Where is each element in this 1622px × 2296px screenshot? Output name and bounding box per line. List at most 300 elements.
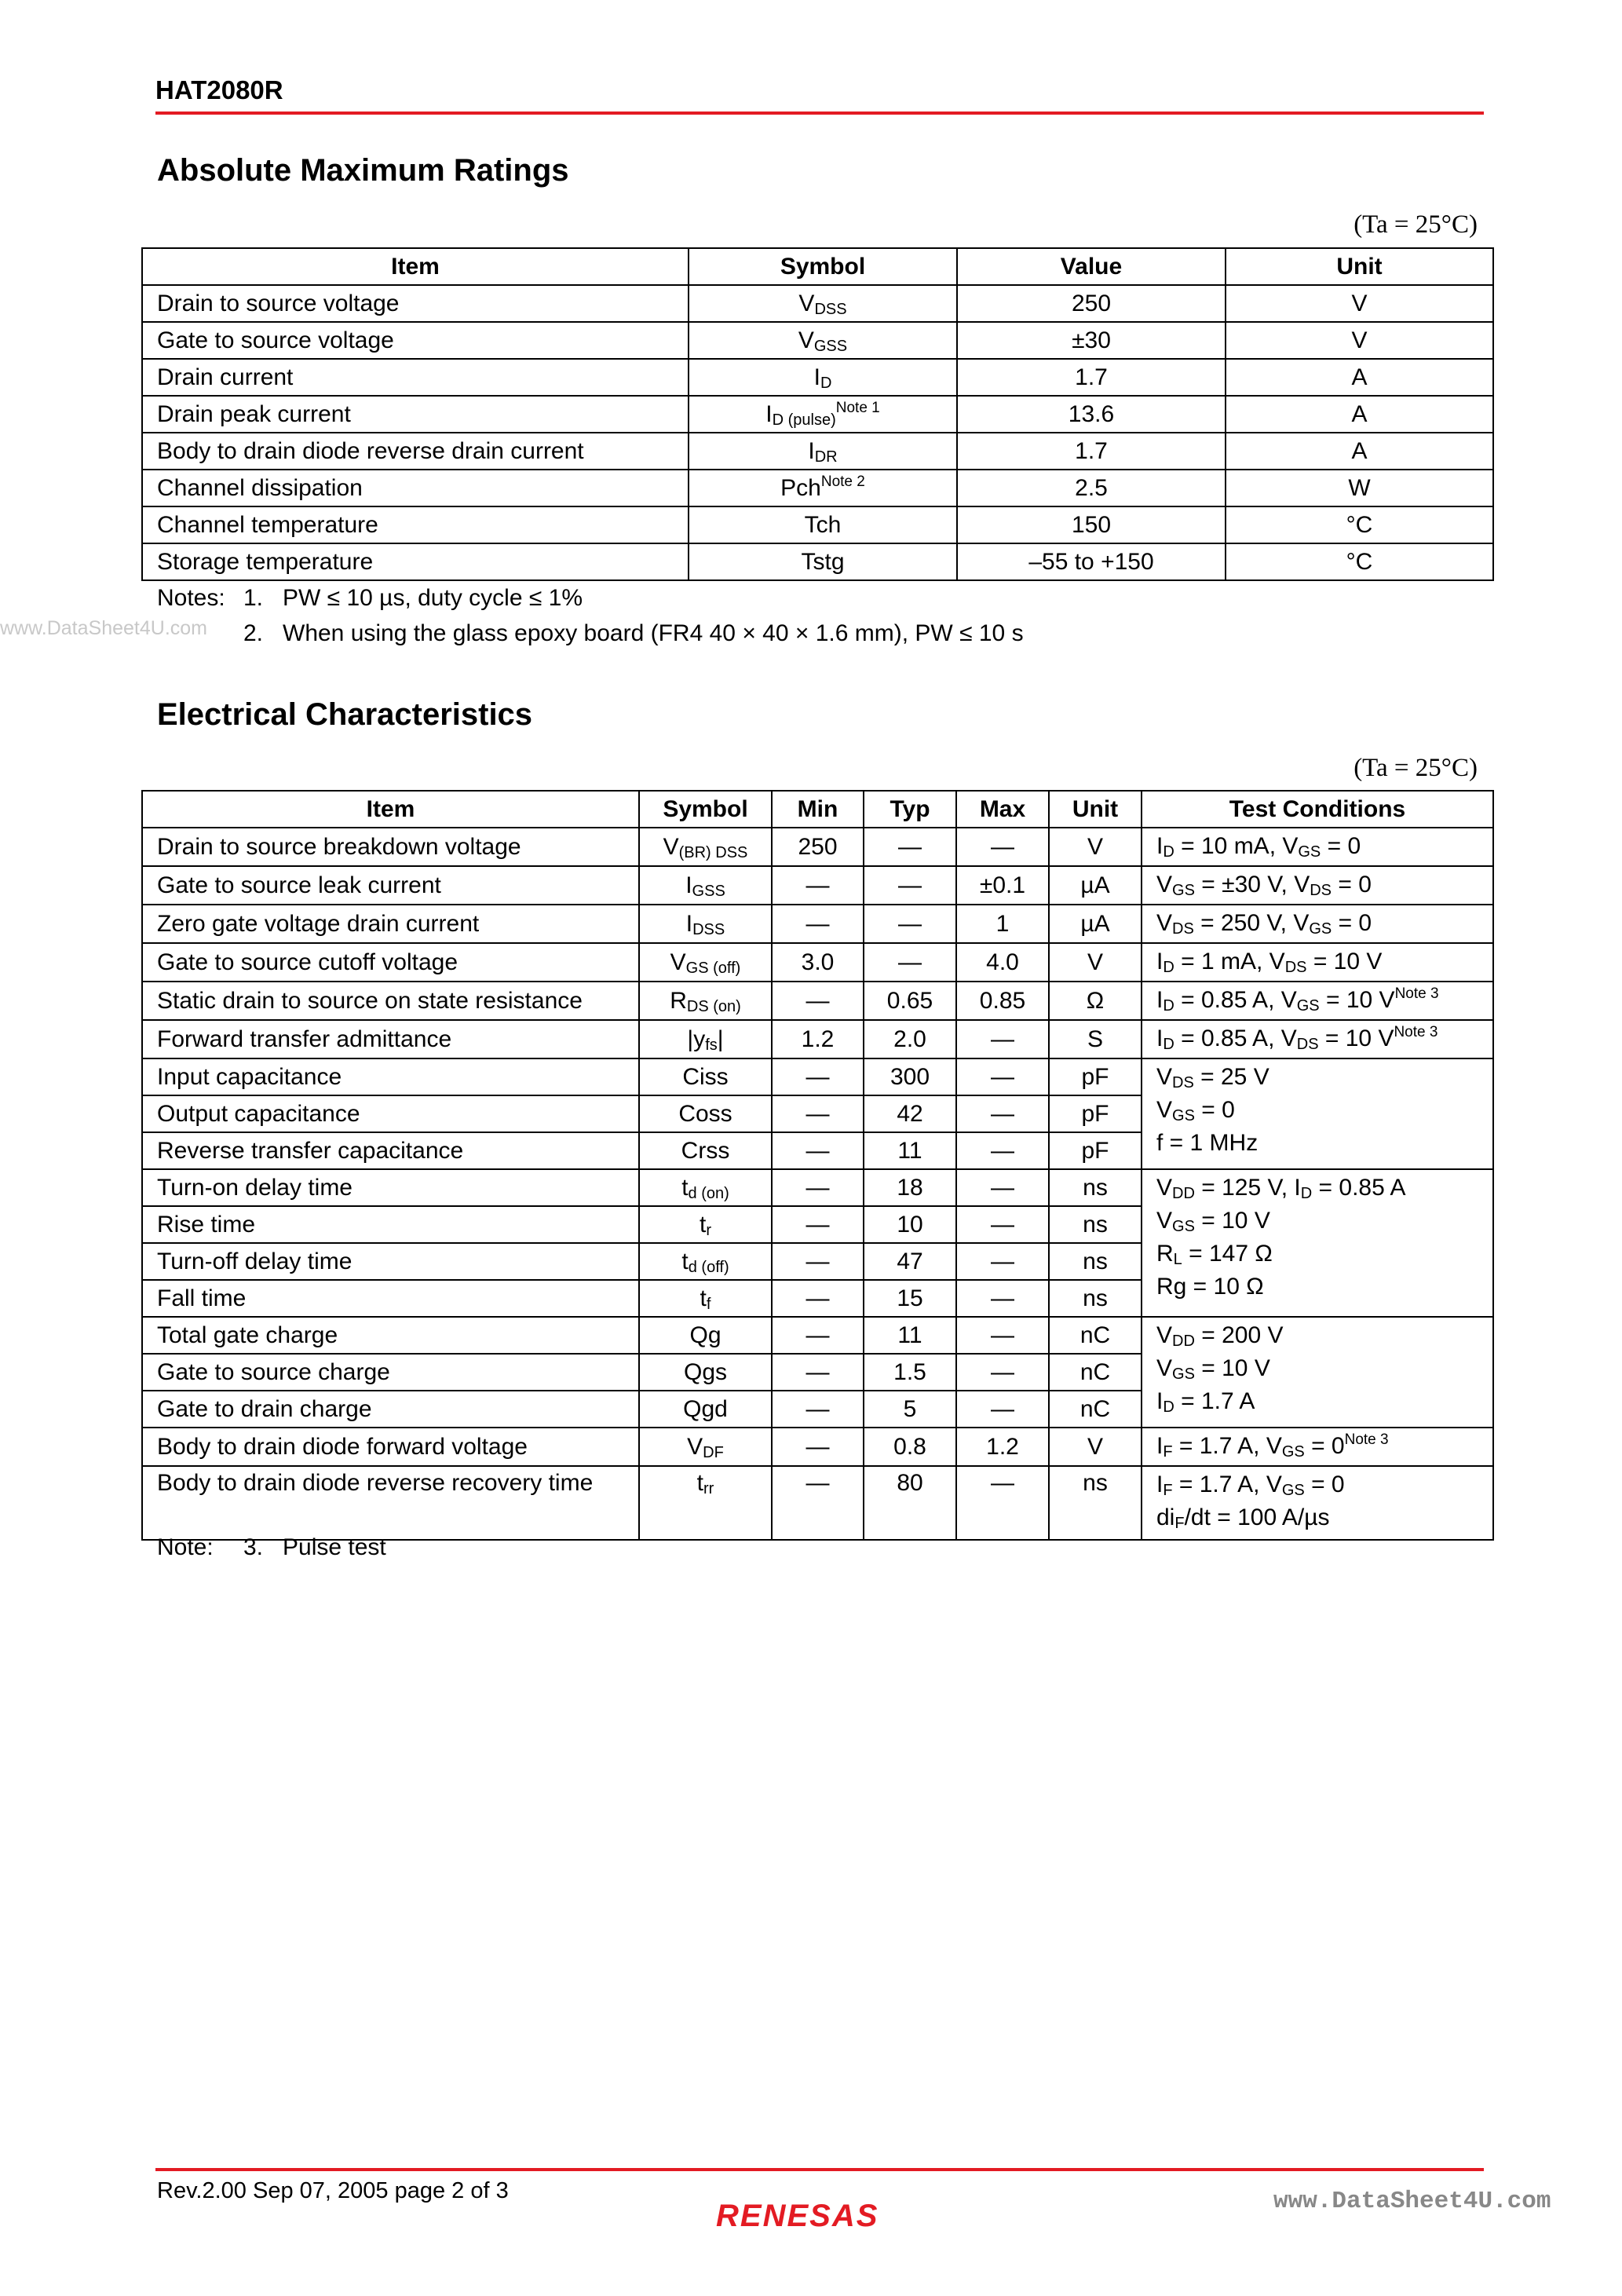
- symbol-cell: [689, 285, 957, 322]
- col-header-unit: Unit: [1226, 248, 1493, 285]
- condition-line: [1156, 945, 1492, 978]
- condition-subscript: GS: [1172, 1107, 1195, 1124]
- item-cell: Turn-on delay time: [142, 1169, 639, 1206]
- condition-text: V: [1156, 1322, 1173, 1348]
- footer-revision: Rev.2.00 Sep 07, 2005 page 2 of 3: [157, 2178, 509, 2203]
- symbol-text: t: [699, 1211, 707, 1238]
- unit-cell: Ω: [1049, 982, 1142, 1020]
- symbol-subscript: GS (off): [685, 959, 741, 977]
- value-cell: ±30: [957, 322, 1226, 359]
- unit-cell: µA: [1049, 905, 1142, 943]
- condition-subscript: DS: [1310, 882, 1332, 899]
- symbol-text: Qgd: [683, 1395, 728, 1422]
- item-cell: Rise time: [142, 1206, 639, 1243]
- symbol-cell: [639, 1354, 772, 1391]
- symbol-text: V: [798, 290, 815, 316]
- unit-cell: ns: [1049, 1206, 1142, 1243]
- condition-subscript: DS: [1284, 959, 1307, 976]
- symbol-text: t: [696, 1470, 703, 1496]
- condition-line: [1156, 907, 1492, 940]
- condition-subscript: GS: [1309, 920, 1332, 938]
- unit-cell: pF: [1049, 1058, 1142, 1095]
- condition-text: R: [1156, 1241, 1174, 1267]
- symbol-cell: [639, 866, 772, 905]
- max-cell: —: [956, 1206, 1049, 1243]
- table-row: [142, 943, 1493, 982]
- condition-subscript: D: [1163, 959, 1174, 976]
- min-cell: —: [772, 1058, 864, 1095]
- unit-cell: °C: [1226, 543, 1493, 580]
- col-header-symbol: Symbol: [689, 248, 957, 285]
- min-cell: —: [772, 1095, 864, 1132]
- unit-cell: V: [1049, 1428, 1142, 1466]
- typ-cell: —: [864, 866, 956, 905]
- min-cell: —: [772, 866, 864, 905]
- item-cell: Gate to source leak current: [142, 866, 639, 905]
- condition-subscript: GS: [1172, 1218, 1195, 1235]
- condition-text: Rg = 10 Ω: [1156, 1274, 1264, 1300]
- table-row: [142, 433, 1493, 470]
- condition-text: I: [1156, 1472, 1164, 1497]
- item-cell: Gate to source cutoff voltage: [142, 943, 639, 982]
- condition-subscript: GS: [1172, 1366, 1195, 1383]
- max-cell: —: [956, 828, 1049, 866]
- condition-subscript: D: [1163, 997, 1174, 1015]
- unit-cell: °C: [1226, 506, 1493, 543]
- max-cell: 0.85: [956, 982, 1049, 1020]
- symbol-subscript: fs: [705, 1036, 718, 1054]
- symbol-subscript: d (on): [688, 1184, 729, 1202]
- note-label: Note:: [157, 1534, 214, 1560]
- unit-cell: V: [1226, 322, 1493, 359]
- col-header-item: Item: [142, 791, 639, 828]
- condition-subscript: DD: [1172, 1185, 1195, 1202]
- unit-cell: pF: [1049, 1095, 1142, 1132]
- max-cell: —: [956, 1058, 1049, 1095]
- max-cell: —: [956, 1020, 1049, 1058]
- item-cell: Output capacitance: [142, 1095, 639, 1132]
- unit-cell: pF: [1049, 1132, 1142, 1169]
- test-conditions-cell: [1142, 1317, 1493, 1428]
- condition-text: = ±30 V, V: [1194, 872, 1310, 898]
- min-cell: —: [772, 1317, 864, 1354]
- min-cell: —: [772, 905, 864, 943]
- condition-subscript: D: [1163, 1398, 1174, 1416]
- item-cell: Input capacitance: [142, 1058, 639, 1095]
- condition-line: [1156, 984, 1492, 1017]
- table-row: [142, 396, 1493, 433]
- item-cell: Drain current: [142, 359, 689, 396]
- condition-text: = 0.85 A: [1312, 1175, 1406, 1201]
- symbol-cell: [639, 943, 772, 982]
- symbol-cell: [689, 543, 957, 580]
- condition-line: [1156, 1468, 1492, 1501]
- symbol-note: Note 2: [820, 473, 865, 490]
- table-row: [142, 322, 1493, 359]
- symbol-cell: [639, 1206, 772, 1243]
- typ-cell: 1.5: [864, 1354, 956, 1391]
- item-cell: Reverse transfer capacitance: [142, 1132, 639, 1169]
- item-cell: Forward transfer admittance: [142, 1020, 639, 1058]
- symbol-text: Coss: [678, 1100, 732, 1127]
- min-cell: —: [772, 1466, 864, 1540]
- typ-cell: —: [864, 943, 956, 982]
- condition-text: V: [1156, 1355, 1173, 1381]
- symbol-cell: [639, 1428, 772, 1466]
- unit-cell: µA: [1049, 866, 1142, 905]
- typ-cell: —: [864, 828, 956, 866]
- note-3-text: Pulse test: [283, 1534, 386, 1560]
- abs-max-table: [141, 247, 1494, 581]
- symbol-text: Qgs: [683, 1358, 728, 1385]
- condition-text: = 10 V: [1194, 1355, 1270, 1381]
- symbol-text: I: [685, 872, 692, 898]
- watermark-right: www.DataSheet4U.com: [1273, 2188, 1551, 2215]
- document-model-number: HAT2080R: [155, 75, 283, 104]
- item-cell: Drain to source breakdown voltage: [142, 828, 639, 866]
- max-cell: 4.0: [956, 943, 1049, 982]
- col-header-typ: Typ: [864, 791, 956, 828]
- symbol-text: |: [717, 1026, 724, 1052]
- condition-text: = 10 mA, V: [1174, 833, 1299, 859]
- item-cell: Body to drain diode forward voltage: [142, 1428, 639, 1466]
- watermark-left: www.DataSheet4U.com: [0, 617, 208, 639]
- value-cell: 13.6: [957, 396, 1226, 433]
- condition-line: [1156, 1430, 1492, 1463]
- symbol-text: Ciss: [682, 1063, 729, 1090]
- symbol-subscript: DF: [703, 1443, 724, 1461]
- note-2-number: 2.: [243, 620, 264, 646]
- symbol-note: Note 1: [835, 399, 880, 416]
- condition-line: [1156, 1385, 1492, 1418]
- unit-cell: V: [1049, 943, 1142, 982]
- condition-line: [1156, 1172, 1492, 1205]
- condition-text: = 0: [1332, 872, 1372, 898]
- symbol-text: V: [687, 1433, 703, 1460]
- symbol-cell: [639, 982, 772, 1020]
- unit-cell: ns: [1049, 1169, 1142, 1206]
- symbol-text: Qg: [689, 1322, 721, 1348]
- condition-text: I: [1156, 1388, 1164, 1414]
- item-cell: Channel dissipation: [142, 470, 689, 506]
- condition-text: = 125 V, I: [1194, 1175, 1301, 1201]
- condition-text: = 10 V: [1318, 1026, 1394, 1051]
- item-cell: Fall time: [142, 1280, 639, 1317]
- condition-line: [1156, 1127, 1492, 1160]
- table-row: [142, 1169, 1493, 1206]
- min-cell: 3.0: [772, 943, 864, 982]
- table-row: [142, 1466, 1493, 1540]
- condition-text: V: [1156, 1064, 1173, 1090]
- condition-text: I: [1156, 1026, 1164, 1051]
- condition-subscript: D: [1300, 1185, 1313, 1202]
- test-conditions-cell: [1142, 1169, 1493, 1317]
- table-row: [142, 1058, 1493, 1095]
- item-cell: Storage temperature: [142, 543, 689, 580]
- symbol-cell: [639, 1466, 772, 1540]
- test-conditions-cell: [1142, 905, 1493, 943]
- max-cell: —: [956, 1354, 1049, 1391]
- unit-cell: V: [1049, 828, 1142, 866]
- condition-subscript: F: [1163, 1482, 1173, 1499]
- symbol-subscript: D (pulse): [772, 411, 836, 429]
- condition-text: V: [1156, 910, 1173, 936]
- min-cell: 250: [772, 828, 864, 866]
- condition-text: V: [1156, 872, 1173, 898]
- condition-text: = 0: [1304, 1472, 1345, 1497]
- min-cell: —: [772, 1169, 864, 1206]
- condition-text: /dt = 100 A/µs: [1184, 1504, 1330, 1530]
- value-cell: –55 to +150: [957, 543, 1226, 580]
- condition-text: V: [1156, 1208, 1173, 1234]
- condition-subscript: DS: [1172, 1074, 1194, 1091]
- symbol-text: I: [813, 364, 820, 390]
- col-header-min: Min: [772, 791, 864, 828]
- condition-line: [1156, 1061, 1492, 1094]
- condition-subscript: D: [1163, 843, 1174, 861]
- test-conditions-cell: [1142, 1428, 1493, 1466]
- symbol-cell: [639, 828, 772, 866]
- symbol-subscript: DR: [814, 448, 838, 466]
- condition-text: = 147 Ω: [1182, 1241, 1273, 1267]
- condition-subscript: GS: [1298, 843, 1321, 861]
- symbol-text: t: [681, 1174, 689, 1201]
- symbol-cell: [639, 1020, 772, 1058]
- condition-text: = 0.85 A, V: [1174, 987, 1297, 1013]
- col-header-unit: Unit: [1049, 791, 1142, 828]
- test-conditions-cell: [1142, 1466, 1493, 1540]
- condition-line: [1156, 1352, 1492, 1385]
- logo-text: RENESAS: [716, 2199, 879, 2233]
- symbol-text: t: [681, 1248, 689, 1274]
- condition-text: I: [1156, 987, 1164, 1013]
- min-cell: —: [772, 1243, 864, 1280]
- typ-cell: 11: [864, 1317, 956, 1354]
- symbol-subscript: DSS: [692, 920, 725, 938]
- typ-cell: 0.65: [864, 982, 956, 1020]
- symbol-cell: [639, 1095, 772, 1132]
- symbol-cell: [639, 1058, 772, 1095]
- table-row: [142, 506, 1493, 543]
- condition-subscript: GS: [1281, 1443, 1305, 1461]
- typ-cell: 5: [864, 1391, 956, 1428]
- note-3-number: 3.: [243, 1534, 264, 1560]
- condition-subscript: DD: [1172, 1333, 1195, 1350]
- note-1-number: 1.: [243, 585, 264, 611]
- condition-text: = 0: [1332, 910, 1372, 936]
- symbol-text: Pch: [780, 474, 821, 501]
- unit-cell: ns: [1049, 1243, 1142, 1280]
- value-cell: 1.7: [957, 359, 1226, 396]
- condition-note: Note 3: [1394, 1024, 1438, 1040]
- item-cell: Turn-off delay time: [142, 1243, 639, 1280]
- table-row: [142, 285, 1493, 322]
- test-conditions-cell: [1142, 828, 1493, 866]
- unit-cell: nC: [1049, 1317, 1142, 1354]
- symbol-text: I: [765, 400, 773, 427]
- typ-cell: 42: [864, 1095, 956, 1132]
- table-row: [142, 828, 1493, 866]
- condition-note: Note 3: [1344, 1431, 1389, 1448]
- condition-line: [1156, 1319, 1492, 1352]
- condition-text: = 250 V, V: [1193, 910, 1310, 936]
- item-cell: Total gate charge: [142, 1317, 639, 1354]
- item-cell: Gate to source voltage: [142, 322, 689, 359]
- condition-text: V: [1156, 1097, 1173, 1123]
- typ-cell: 18: [864, 1169, 956, 1206]
- symbol-subscript: GSS: [813, 337, 848, 355]
- item-cell: Gate to source charge: [142, 1354, 639, 1391]
- unit-cell: nC: [1049, 1391, 1142, 1428]
- condition-text: di: [1156, 1504, 1175, 1530]
- symbol-subscript: GSS: [692, 882, 725, 900]
- symbol-cell: [689, 470, 957, 506]
- condition-subscript: DS: [1296, 1036, 1319, 1053]
- condition-subscript: DS: [1172, 920, 1194, 938]
- symbol-text: I: [685, 910, 693, 937]
- max-cell: —: [956, 1317, 1049, 1354]
- condition-line: [1156, 1022, 1492, 1055]
- condition-subscript: GS: [1172, 882, 1195, 899]
- condition-subscript: GS: [1296, 997, 1320, 1015]
- elec-char-condition: (Ta = 25°C): [1353, 754, 1478, 782]
- condition-text: = 1 mA, V: [1174, 949, 1285, 974]
- unit-cell: S: [1049, 1020, 1142, 1058]
- condition-text: = 10 V: [1194, 1208, 1270, 1234]
- symbol-cell: [639, 1169, 772, 1206]
- condition-text: I: [1156, 833, 1164, 859]
- symbol-cell: [689, 433, 957, 470]
- note-1-text: PW ≤ 10 µs, duty cycle ≤ 1%: [283, 585, 583, 611]
- symbol-text: R: [670, 987, 687, 1014]
- unit-cell: nC: [1049, 1354, 1142, 1391]
- condition-text: = 0: [1194, 1097, 1235, 1123]
- col-header-item: Item: [142, 248, 689, 285]
- table-row: [142, 905, 1493, 943]
- unit-cell: A: [1226, 396, 1493, 433]
- item-cell: Static drain to source on state resistance: [142, 982, 639, 1020]
- item-cell: Gate to drain charge: [142, 1391, 639, 1428]
- min-cell: —: [772, 1428, 864, 1466]
- min-cell: 1.2: [772, 1020, 864, 1058]
- condition-line: [1156, 830, 1492, 863]
- col-header-test-conditions: Test Conditions: [1142, 791, 1493, 828]
- min-cell: —: [772, 1391, 864, 1428]
- symbol-cell: [639, 1280, 772, 1317]
- symbol-text: Crss: [681, 1137, 730, 1164]
- typ-cell: —: [864, 905, 956, 943]
- item-cell: Drain peak current: [142, 396, 689, 433]
- test-conditions-cell: [1142, 1020, 1493, 1058]
- test-conditions-cell: [1142, 982, 1493, 1020]
- renesas-logo: [716, 2199, 879, 2234]
- symbol-text: V: [670, 949, 686, 975]
- table-row: [142, 866, 1493, 905]
- item-cell: Channel temperature: [142, 506, 689, 543]
- symbol-subscript: d (off): [688, 1258, 729, 1276]
- symbol-subscript: f: [706, 1295, 711, 1313]
- symbol-text: V: [663, 833, 679, 860]
- symbol-text: I: [808, 437, 815, 464]
- table-row: [142, 543, 1493, 580]
- condition-text: = 1.7 A, V: [1172, 1433, 1282, 1459]
- max-cell: —: [956, 1095, 1049, 1132]
- condition-line: [1156, 1270, 1492, 1303]
- min-cell: —: [772, 1354, 864, 1391]
- unit-cell: ns: [1049, 1466, 1142, 1540]
- table-row: [142, 1428, 1493, 1466]
- symbol-subscript: D: [820, 374, 832, 392]
- min-cell: —: [772, 1206, 864, 1243]
- condition-subscript: F: [1174, 1515, 1185, 1532]
- typ-cell: 47: [864, 1243, 956, 1280]
- unit-cell: ns: [1049, 1280, 1142, 1317]
- max-cell: —: [956, 1391, 1049, 1428]
- symbol-cell: [639, 1243, 772, 1280]
- typ-cell: 11: [864, 1132, 956, 1169]
- typ-cell: 2.0: [864, 1020, 956, 1058]
- max-cell: —: [956, 1243, 1049, 1280]
- condition-text: = 0.85 A, V: [1174, 1026, 1297, 1051]
- footer-rule: [155, 2168, 1484, 2171]
- unit-cell: A: [1226, 359, 1493, 396]
- test-conditions-cell: [1142, 943, 1493, 982]
- symbol-cell: [689, 359, 957, 396]
- max-cell: —: [956, 1169, 1049, 1206]
- symbol-subscript: r: [706, 1221, 711, 1239]
- symbol-cell: [639, 1391, 772, 1428]
- condition-text: I: [1156, 1433, 1164, 1459]
- symbol-text: |y: [687, 1026, 706, 1052]
- typ-cell: 300: [864, 1058, 956, 1095]
- abs-max-condition: (Ta = 25°C): [1353, 210, 1478, 239]
- symbol-subscript: rr: [703, 1480, 714, 1497]
- table-row: [142, 470, 1493, 506]
- symbol-cell: [639, 905, 772, 943]
- condition-line: [1156, 1501, 1492, 1534]
- value-cell: 1.7: [957, 433, 1226, 470]
- table-row: [142, 1317, 1493, 1354]
- elec-char-title: Electrical Characteristics: [157, 697, 533, 732]
- symbol-text: t: [700, 1285, 707, 1311]
- col-header-symbol: Symbol: [639, 791, 772, 828]
- item-cell: Zero gate voltage drain current: [142, 905, 639, 943]
- symbol-cell: [689, 506, 957, 543]
- condition-text: = 0: [1304, 1433, 1345, 1459]
- condition-text: = 10 V: [1306, 949, 1383, 974]
- max-cell: 1: [956, 905, 1049, 943]
- item-cell: Body to drain diode reverse drain current: [142, 433, 689, 470]
- symbol-cell: [689, 396, 957, 433]
- symbol-text: Tstg: [801, 548, 845, 575]
- min-cell: —: [772, 1280, 864, 1317]
- condition-note: Note 3: [1394, 985, 1439, 1002]
- symbol-text: Tch: [804, 511, 842, 538]
- condition-text: = 10 V: [1319, 987, 1395, 1013]
- symbol-subscript: DSS: [814, 300, 847, 318]
- condition-subscript: F: [1163, 1443, 1173, 1461]
- abs-max-title: Absolute Maximum Ratings: [157, 153, 569, 188]
- max-cell: —: [956, 1280, 1049, 1317]
- condition-line: [1156, 868, 1492, 901]
- header-rule: [155, 112, 1484, 115]
- max-cell: 1.2: [956, 1428, 1049, 1466]
- elec-char-table: [141, 790, 1494, 1541]
- max-cell: ±0.1: [956, 866, 1049, 905]
- typ-cell: 0.8: [864, 1428, 956, 1466]
- max-cell: —: [956, 1466, 1049, 1540]
- min-cell: —: [772, 982, 864, 1020]
